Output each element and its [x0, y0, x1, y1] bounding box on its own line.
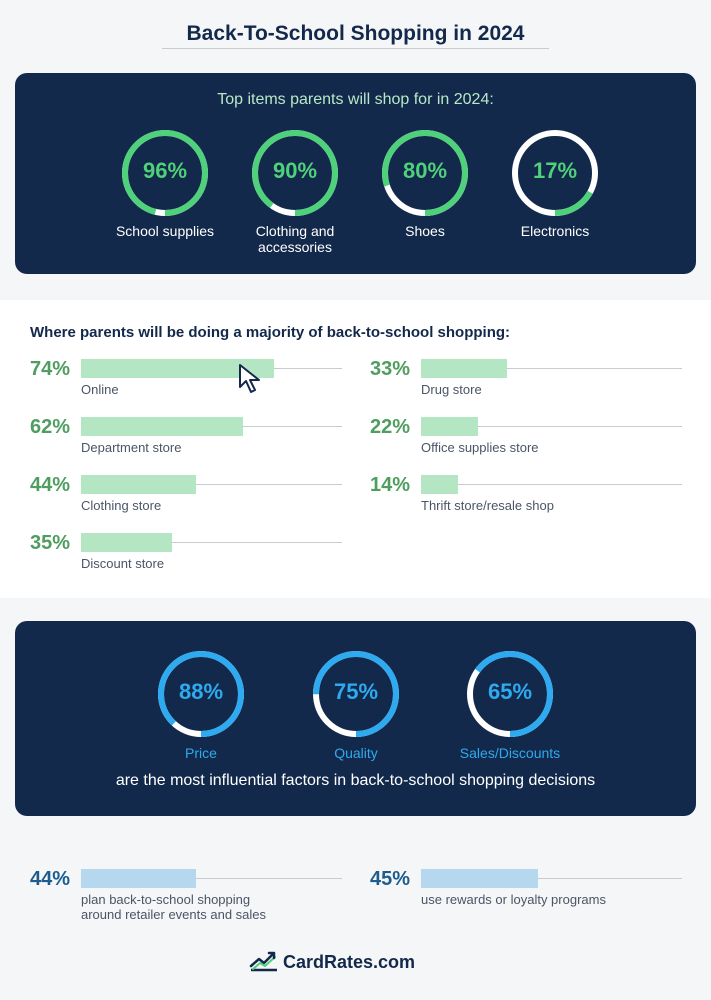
bar-value: 44%: [30, 868, 71, 890]
bar-clothing-store: [30, 474, 342, 514]
donut-label-clothing: [220, 223, 370, 255]
bar-rewards-programs: [370, 868, 682, 928]
bar-value: 33%: [370, 358, 411, 380]
title-underline: [162, 48, 549, 49]
donut-value: 88%: [178, 679, 224, 704]
donut-sales-discounts: [465, 649, 555, 739]
label-line: Electronics: [520, 223, 590, 239]
bar-label: Office supplies store: [421, 440, 539, 455]
label-line: around retailer events and sales: [81, 907, 267, 922]
bar-value: 74%: [30, 358, 71, 380]
bar-label: Discount store: [81, 556, 165, 571]
bar-fill: [81, 533, 172, 552]
bar-label: Thrift store/resale shop: [421, 498, 554, 513]
bar-plan-around-events: [30, 868, 342, 928]
title-area: [0, 0, 711, 62]
factors-caption: are the most influential factors in back-to-school shopping decisions: [115, 772, 596, 789]
bar-value: 44%: [30, 474, 71, 496]
bar-track: [421, 484, 682, 485]
top-items-heading: Top items parents will shop for in 2024:: [217, 91, 494, 108]
label-line: accessories: [258, 239, 332, 255]
donut-quality: [311, 649, 401, 739]
bar-discount-store: [30, 532, 342, 572]
page-title: Back-To-School Shopping in 2024: [186, 22, 525, 45]
bar-office-supplies-store: [370, 416, 682, 456]
bar-value: 22%: [370, 416, 411, 438]
label-line: plan back-to-school shopping: [81, 892, 251, 907]
donut-value: 80%: [402, 158, 448, 183]
where-shopping-section: [0, 300, 711, 598]
donut-label-price: Price: [185, 745, 217, 761]
donut-label-electronics: [480, 223, 630, 239]
bar-label: Online: [81, 382, 119, 397]
donut-electronics: [510, 128, 600, 218]
label-line: use rewards or loyalty programs: [421, 892, 606, 907]
bar-drug-store: [370, 358, 682, 398]
donut-value: 17%: [532, 158, 578, 183]
donut-shoes: [380, 128, 470, 218]
bar-fill: [421, 475, 458, 494]
label-line: Clothing and: [255, 223, 335, 239]
bar-label: [421, 892, 606, 907]
bar-fill: [421, 869, 538, 888]
bar-fill: [81, 869, 196, 888]
brand-name: CardRates.com: [283, 952, 416, 972]
donut-clothing: [250, 128, 340, 218]
bar-label: [81, 892, 266, 922]
donut-label-shoes: [350, 223, 500, 239]
factors-panel: [15, 621, 696, 816]
donut-value: 90%: [272, 158, 318, 183]
bar-online: [30, 358, 342, 398]
bar-fill: [421, 417, 478, 436]
bar-label: Drug store: [421, 382, 482, 397]
donut-value: 75%: [333, 679, 379, 704]
donut-label-quality: Quality: [334, 745, 378, 761]
bar-fill: [81, 417, 243, 436]
bar-department-store: [30, 416, 342, 456]
bar-value: 45%: [370, 868, 411, 890]
label-line: Shoes: [405, 223, 445, 239]
bar-fill: [81, 475, 196, 494]
bar-label: Department store: [81, 440, 182, 455]
bar-value: 14%: [370, 474, 411, 496]
bar-thrift-store: [370, 474, 682, 514]
donut-value: 65%: [487, 679, 533, 704]
bar-fill: [421, 359, 507, 378]
chart-trend-icon: [249, 950, 279, 972]
label-line: School supplies: [115, 223, 215, 239]
donut-label-school-supplies: [90, 223, 240, 239]
bar-label: Clothing store: [81, 498, 162, 513]
bar-value: 35%: [30, 532, 71, 554]
donut-price: [156, 649, 246, 739]
mouse-cursor-icon: [238, 363, 268, 395]
bar-value: 62%: [30, 416, 71, 438]
where-shopping-heading: Where parents will be doing a majority of back-to-school shopping:: [30, 324, 511, 341]
donut-value: 96%: [142, 158, 188, 183]
donut-school-supplies: [120, 128, 210, 218]
donut-label-sales-discounts: Sales/Discounts: [459, 745, 561, 761]
top-items-panel: [15, 73, 696, 274]
